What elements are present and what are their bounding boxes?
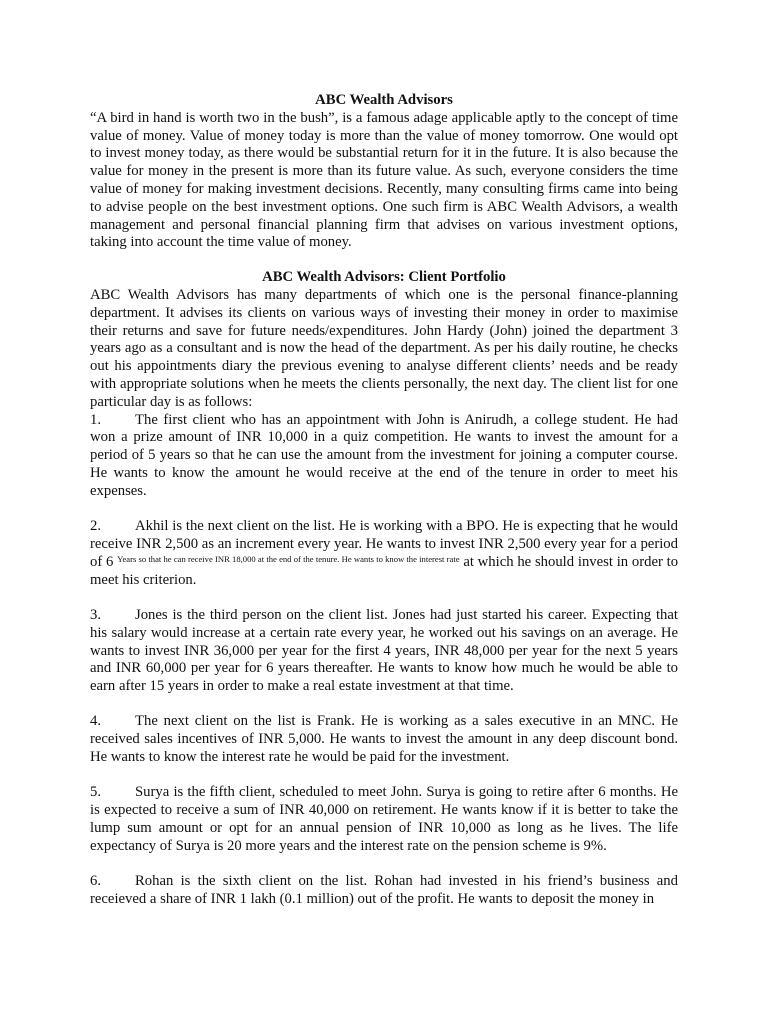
item-text: The next client on the list is Frank. He is working as a sales executive in an MNC. He received sales incentives of INR 5,000. He wants to invest the amount in any deep discount bond. He wants to know the interest rate he would be paid for the investment. [90, 713, 678, 766]
item-number: 4. [90, 713, 102, 730]
item-number: 5. [90, 784, 102, 801]
item-text: Surya is the fifth client, scheduled to meet John. Surya is going to retire after 6 months. He is expected to receive a sum of INR 40,000 on retirement. He wants know if it is better to take the lump sum amount or opt for an annual pension of INR 10,000 as long as he lives. The life expectancy of Surya is 20 more years and the interest rate on the pension scheme is 9%. [90, 784, 678, 854]
item-text-continued: at which he should invest in order to meet his criterion. [90, 553, 679, 588]
item-small-text: Years so that he can receive INR 18,000 at the end of the tenure. He wants to know the interest rate [117, 553, 460, 564]
item-text: The first client who has an appointment with John is Anirudh, a college student. He had won a prize amount of INR 10,000 in a quiz competition. He wants to invest the amount for a period of 5 years so that he can use the amount from the investment for joining a computer course. He wants to know the amount he would receive at the end of the tenure in order to meet his expenses. [90, 411, 678, 499]
client-item-5 [90, 784, 678, 855]
client-item-4 [90, 713, 678, 766]
section-intro-paragraph: ABC Wealth Advisors has many departments of which one is the personal finance-planning department. It advises its clients on various ways of investing their money in order to maximise their returns and save for future needs/expenditures. John Hardy (John) joined the department 3 years ago as a consultant and is now the head of the department. As per his daily routine, he checks out his appointments diary the previous evening to analyse different clients’ needs and be ready with appropriate solutions when he meets the clients personally, the next day. The client list for one particular day is as follows: [90, 286, 678, 410]
client-item-1 [90, 412, 678, 501]
item-number: 1. [90, 411, 102, 428]
document-title: ABC Wealth Advisors [315, 92, 453, 108]
client-item-6 [90, 873, 678, 909]
item-text: Akhil is the next client on the list. He is working with a BPO. He is expecting that he would receive INR 2,500 as an increment every year. He wants to invest INR 2,500 every year for a period of 6 [90, 518, 678, 570]
item-number: 6. [90, 873, 102, 890]
intro-paragraph: “A bird in hand is worth two in the bush”, is a famous adage applicable aptly to the concept of time value of money. Value of money today is more than the value of money tomorrow. One would opt to invest money today, as there would be substantial return for it in the future. It is also because the value for money in the present is more than its future value. As such, everyone considers the time value of money for making investment decisions. Recently, many consulting firms came into being to advise people on the best investment options. One such firm is ABC Wealth Advisors, a wealth management and personal financial planning firm that advises on various investment options, taking into account the time value of money. [90, 109, 678, 251]
client-item-3 [90, 607, 678, 696]
item-number: 3. [90, 606, 102, 623]
item-text: Jones is the third person on the client list. Jones had just started his career. Expecting that his salary would increase at a certain rate every year, he worked out his savings on an average. He wants to invest INR 36,000 per year for the first 4 years, INR 48,000 per year for the next 5 years and INR 60,000 per year for 6 years thereafter. He wants to know how much he would be able to earn after 15 years in order to make a real estate investment at that time. [90, 606, 678, 695]
client-item-2 [90, 518, 678, 589]
item-number: 2. [90, 518, 102, 535]
section-title: ABC Wealth Advisors: Client Portfolio [262, 269, 506, 286]
item-text: Rohan is the sixth client on the list. Rohan had invested in his friend’s business and receieved a share of INR 1 lakh (0.1 million) out of the profit. He wants to deposit the money in [90, 873, 678, 908]
document-page [90, 92, 678, 909]
